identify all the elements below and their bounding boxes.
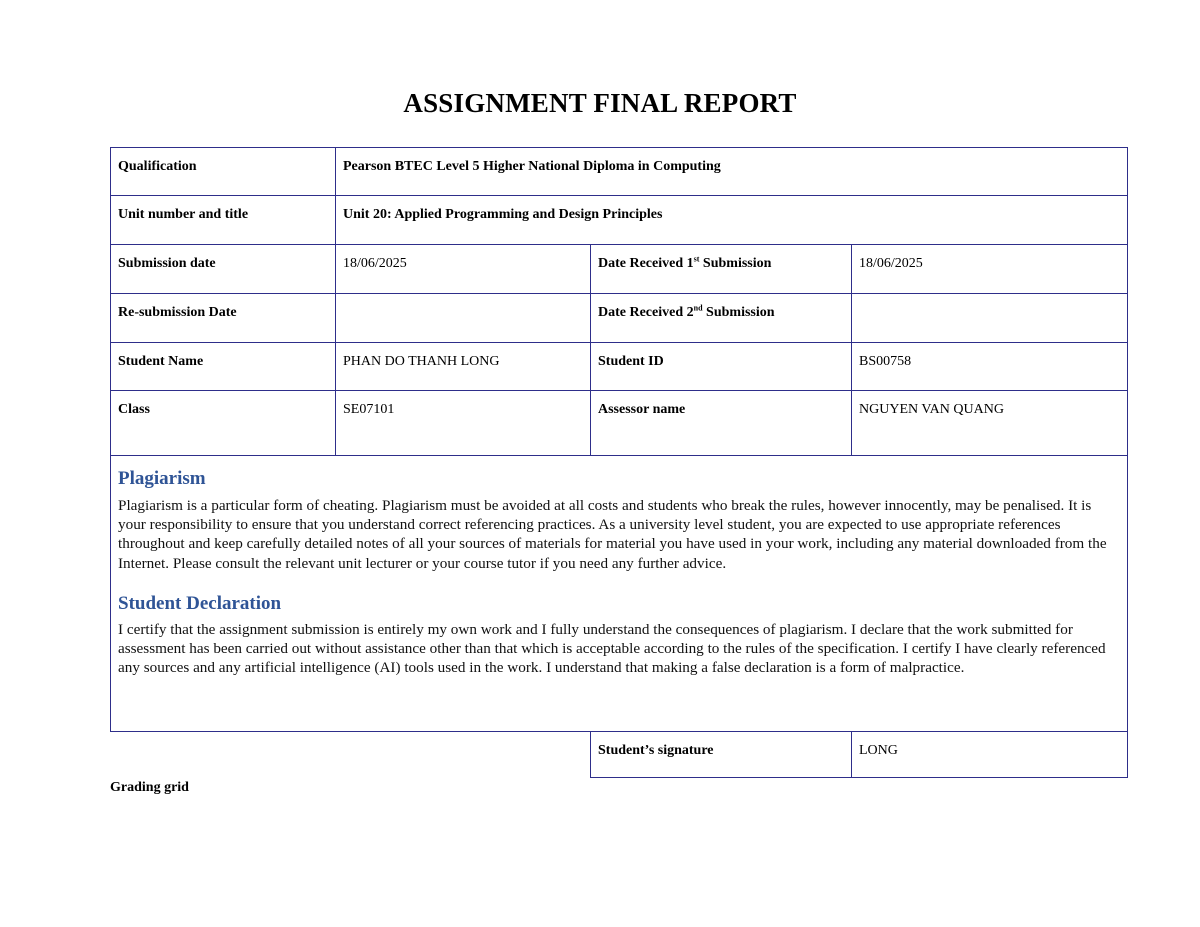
date-received-2-label: Date Received 2nd Submission [598, 303, 775, 320]
student-id-label: Student ID [598, 354, 664, 369]
class-row [110, 390, 1128, 455]
submission-date-label: Submission date [118, 256, 216, 271]
student-name-label: Student Name [118, 354, 204, 369]
unit-value: Unit 20: Applied Programming and Design Principles [343, 207, 663, 222]
grading-grid-heading: Grading grid [110, 780, 189, 795]
qualification-label: Qualification [118, 159, 197, 174]
page-title: ASSIGNMENT FINAL REPORT [403, 88, 797, 118]
plagiarism-text: Plagiarism is a particular form of cheating. Plagiarism must be avoided at all costs and students who break the rules, however innocently, may be penalised. It is your responsibility to ensure that you understand correct referencing practices. As a university level student, you are expected to use appropriate references throughout and keep carefully detailed notes of all your sources of materials for material you have used in your work, including any material downloaded from the Internet. Please consult the relevant unit lecturer or your course tutor if you need any further advice. [118, 497, 1107, 572]
signature-label: Student’s signature [598, 743, 714, 758]
resubmission-row [110, 293, 1128, 342]
signature-value: LONG [859, 743, 898, 758]
unit-row [110, 195, 1128, 244]
class-label: Class [118, 402, 150, 417]
student-row [110, 342, 1128, 390]
qualification-row [110, 147, 1128, 195]
date-received-1-label: Date Received 1st Submission [598, 254, 772, 271]
assessor-name-value: NGUYEN VAN QUANG [859, 402, 1004, 417]
qualification-value: Pearson BTEC Level 5 Higher National Diploma in Computing [343, 159, 721, 174]
resubmission-date-value [335, 293, 590, 305]
declaration-section [110, 455, 1128, 731]
submission-row [110, 244, 1128, 293]
student-declaration-text: I certify that the assignment submission is entirely my own work and I fully understand the consequences of plagiarism. I declare that the work submitted for assessment has been carried out without assistance other than that which is acceptable according to the rules of the specification. I certify I have clearly referenced any sources and any artificial intelligence (AI) tools used in the work. I understand that making a false declaration is a form of malpractice. [118, 621, 1106, 677]
student-declaration-heading: Student Declaration [118, 593, 282, 614]
date-received-2-value [851, 293, 1128, 305]
assessor-name-label: Assessor name [598, 402, 686, 417]
plagiarism-heading: Plagiarism [118, 468, 206, 489]
submission-date-value: 18/06/2025 [343, 256, 407, 271]
resubmission-date-label: Re-submission Date [118, 305, 237, 320]
student-name-value: PHAN DO THANH LONG [343, 354, 500, 369]
date-received-1-value: 18/06/2025 [859, 256, 923, 271]
student-id-value: BS00758 [859, 354, 912, 369]
class-value: SE07101 [343, 402, 395, 417]
signature-row [110, 731, 1128, 777]
unit-label: Unit number and title [118, 207, 249, 222]
